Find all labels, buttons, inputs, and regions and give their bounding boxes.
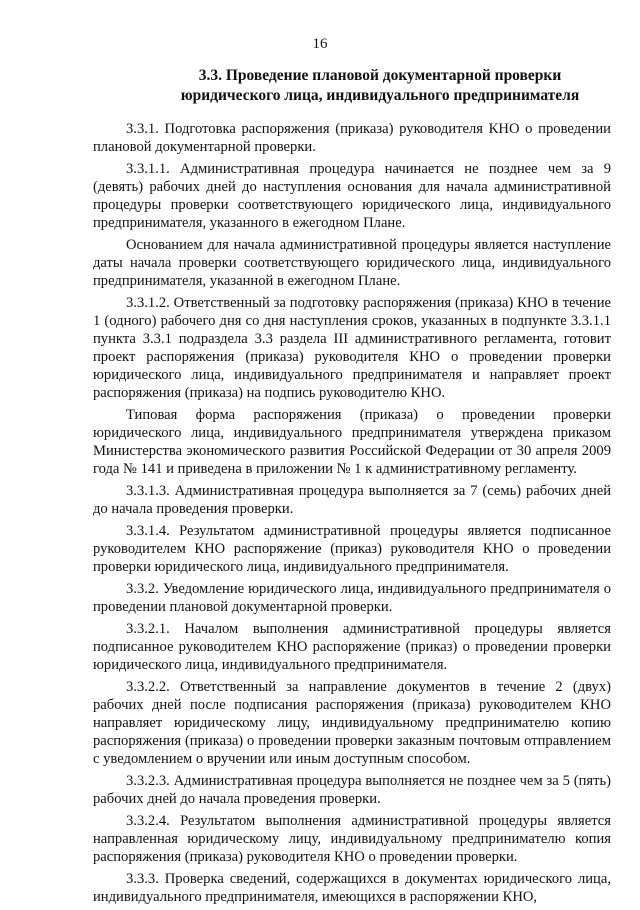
paragraph-3-3-2-2: 3.3.2.2. Ответственный за направление документов в течение 2 (двух) рабочих дней после подписания распоряжения (приказа) руководителем КНО направляет юридическому лицу, индивидуальному предпринимателю копию распоряжения (приказа) о проведении проверки заказным почтовым отправлением с уведомлением о вручении или иным доступным способом. bbox=[93, 679, 611, 767]
paragraph-3-3-1-4: 3.3.1.4. Результатом административной процедуры является подписанное руководителем КНО распоряжение (приказ) руководителя КНО о проведении проверки юридического лица, индивидуального предпринимателя. bbox=[93, 523, 611, 575]
paragraph-3-3-2-1: 3.3.2.1. Началом выполнения административной процедуры является подписанное руководителем КНО распоряжение (приказ) о проведении проверки юридического лица, индивидуального предпринимателя. bbox=[93, 621, 611, 673]
page-number: 16 bbox=[312, 36, 328, 52]
paragraph-basis: Основанием для начала административной процедуры является наступление даты начала проверки соответствующего юридического лица, индивидуального предпринимателя, указанной в ежегодном Плане. bbox=[93, 237, 611, 289]
document-body bbox=[93, 120, 611, 910]
paragraph-3-3-1: 3.3.1. Подготовка распоряжения (приказа) руководителя КНО о проведении плановой документарной проверки. bbox=[93, 121, 611, 155]
paragraph-typical-form: Типовая форма распоряжения (приказа) о проведении проверки юридического лица, индивидуального предпринимателя утверждена приказом Министерства экономического развития Российской Федерации от 30 апреля 2009 года № 141 и приведена в приложении № 1 к административному регламенту. bbox=[93, 407, 611, 477]
paragraph-3-3-1-2: 3.3.1.2. Ответственный за подготовку распоряжения (приказа) КНО в течение 1 (одного) рабочего дня со дня наступления сроков, указанных в подпункте 3.3.1.1 пункта 3.3.1 подраздела 3.3 раздела III административного регламента, готовит проект распоряжения (приказа) руководителя КНО о проведении проверки юридического лица, индивидуального предпринимателя и направляет проект распоряжения (приказа) на подпись руководителю КНО. bbox=[93, 295, 611, 401]
paragraph-3-3-1-3: 3.3.1.3. Административная процедура выполняется за 7 (семь) рабочих дней до начала проведения проверки. bbox=[93, 483, 611, 517]
paragraph-3-3-2: 3.3.2. Уведомление юридического лица, индивидуального предпринимателя о проведении плановой документарной проверки. bbox=[93, 581, 611, 615]
section-heading-line-1: 3.3. Проведение плановой документарной проверки bbox=[198, 67, 562, 84]
paragraph-3-3-2-4: 3.3.2.4. Результатом выполнения административной процедуры является направленная юридическому лицу, индивидуальному предпринимателю копия распоряжения (приказа) руководителя КНО о проведении проверки. bbox=[93, 813, 611, 865]
section-heading bbox=[120, 66, 640, 106]
section-heading-line-2: юридического лица, индивидуального предпринимателя bbox=[180, 87, 580, 104]
paragraph-3-3-1-1: 3.3.1.1. Административная процедура начинается не позднее чем за 9 (девять) рабочих дней до наступления основания для начала административной процедуры проверки соответствующего юридического лица, индивидуального предпринимателя, указанного в ежегодном Плане. bbox=[93, 161, 611, 231]
paragraph-3-3-2-3: 3.3.2.3. Административная процедура выполняется не позднее чем за 5 (пять) рабочих дней до начала проведения проверки. bbox=[93, 773, 611, 807]
paragraph-3-3-3: 3.3.3. Проверка сведений, содержащихся в документах юридического лица, индивидуального предпринимателя, имеющихся в распоряжении КНО, bbox=[93, 871, 611, 905]
